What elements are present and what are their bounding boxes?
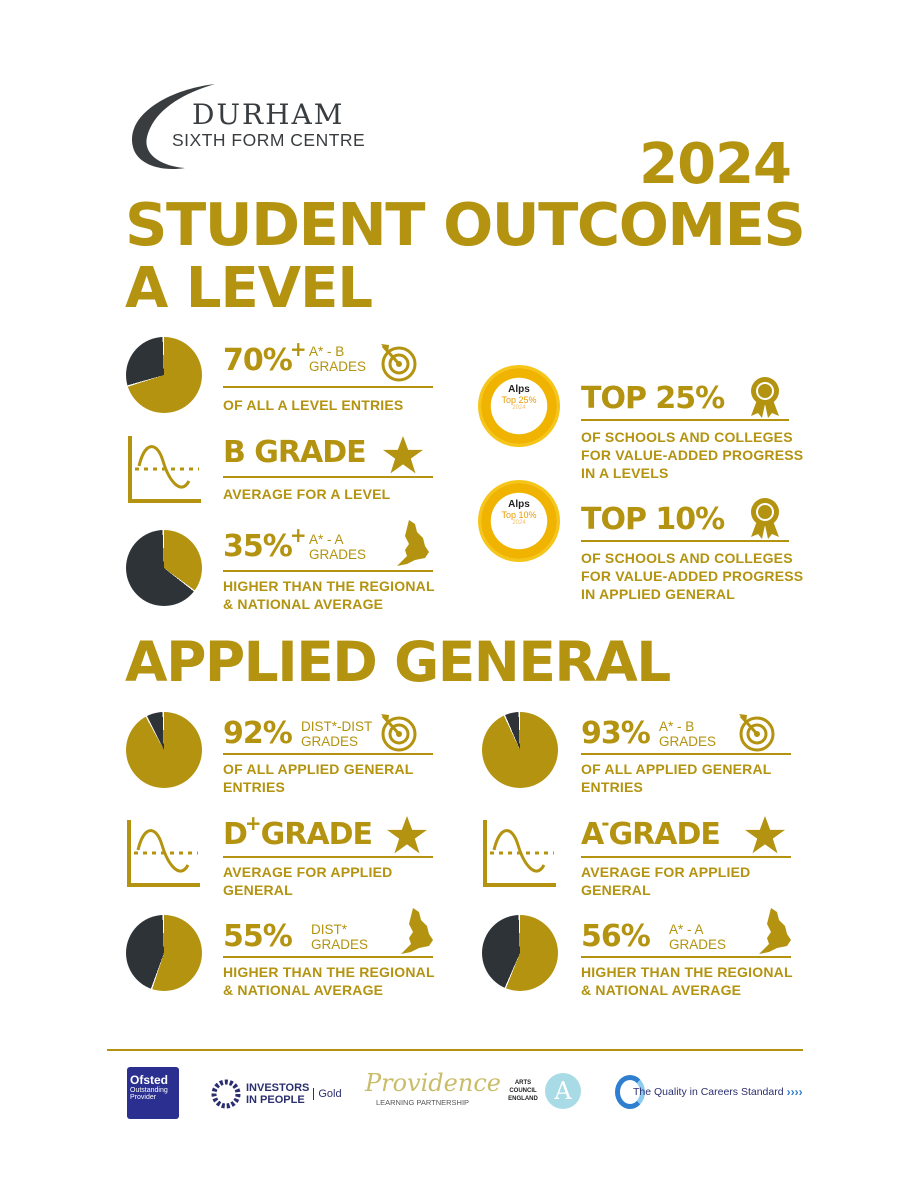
alps-title: TOP 10% — [581, 502, 725, 537]
divider — [581, 956, 791, 958]
alps-stat — [581, 381, 804, 481]
stat-value: 70% — [223, 343, 292, 378]
stat-value: 56% — [581, 919, 650, 954]
page-title: STUDENT OUTCOMES — [125, 190, 805, 259]
divider — [223, 956, 433, 958]
england-map-icon — [399, 908, 433, 954]
divider — [223, 856, 433, 858]
providence-sub: LEARNING PARTNERSHIP — [375, 1098, 470, 1107]
stat-70 — [223, 337, 433, 413]
brand-line2: SIXTH FORM CENTRE — [172, 130, 366, 150]
sub-line2: ENTRIES — [581, 779, 644, 795]
sub-line1: AVERAGE FOR APPLIED — [223, 864, 393, 880]
stat-value: 93% — [581, 716, 650, 751]
arts-text: ARTS COUNCIL ENGLAND — [508, 1080, 538, 1102]
stat-sub — [223, 577, 435, 613]
divider — [581, 540, 789, 542]
stat-label2: GRADES — [301, 734, 359, 749]
stat-block — [581, 811, 791, 898]
brand-line1: DURHAM — [192, 98, 345, 131]
alps-badge — [481, 368, 557, 444]
sub-line1: OF ALL APPLIED GENERAL — [581, 761, 772, 777]
sub-line1: AVERAGE FOR APPLIED — [581, 864, 751, 880]
qics-text: The Quality in Careers Standard — [633, 1086, 784, 1098]
sub-line1: HIGHER THAN THE REGIONAL — [581, 964, 793, 980]
grade-modifier: + — [244, 811, 261, 835]
providence-name: Providence — [365, 1069, 501, 1097]
award-rosette-icon — [749, 376, 781, 418]
sub-line2: & NATIONAL AVERAGE — [223, 982, 384, 998]
stat-sub — [581, 863, 750, 899]
pie-70 — [126, 337, 202, 413]
stat-sub — [223, 760, 414, 796]
divider — [223, 753, 433, 755]
section-a-level: A LEVEL — [125, 256, 373, 321]
sub-line2: GENERAL — [223, 882, 293, 898]
stat-value: 92% — [223, 716, 292, 751]
trend-chart-icon — [482, 820, 558, 888]
england-map-icon — [395, 520, 429, 566]
grade-letter: A — [581, 817, 604, 852]
stat-label2: GRADES — [311, 937, 369, 952]
stat-value: 55% — [223, 919, 292, 954]
stat-block — [223, 919, 435, 998]
stat-block — [581, 716, 791, 795]
alps-title: TOP 25% — [581, 381, 725, 416]
sub-line1: HIGHER THAN THE REGIONAL — [223, 578, 435, 594]
stat-label2: GRADES — [659, 734, 717, 749]
sub-line3: IN A LEVELS — [581, 465, 669, 481]
trend-chart-icon — [127, 436, 203, 504]
stat-value: 35% — [223, 529, 292, 564]
sub-line1: HIGHER THAN THE REGIONAL — [223, 964, 435, 980]
stat-sub — [223, 963, 435, 999]
laurel-icon — [210, 1078, 242, 1110]
divider — [581, 419, 789, 421]
england-map-icon — [757, 908, 791, 954]
iip-l1: INVESTORS — [246, 1082, 310, 1094]
alps-sub — [581, 428, 803, 482]
footer-divider — [107, 1049, 803, 1051]
iip-l2: IN PEOPLE — [246, 1094, 305, 1106]
pie-chart — [482, 712, 558, 788]
divider — [581, 753, 791, 755]
stat-sub: AVERAGE FOR A LEVEL — [223, 486, 391, 502]
divider — [223, 476, 433, 478]
alps-badge-year: 2024 — [512, 520, 526, 526]
sub-line3: IN APPLIED GENERAL — [581, 586, 735, 602]
sub-line2: GENERAL — [581, 882, 651, 898]
stat-label1: A* - A — [669, 922, 704, 937]
divider — [223, 386, 433, 388]
sub-line2: ENTRIES — [223, 779, 286, 795]
arts-council-logo — [505, 1073, 581, 1109]
ofsted-l2: Provider — [130, 1094, 157, 1101]
sub-line2: & NATIONAL AVERAGE — [581, 982, 742, 998]
arts-mark: A — [545, 1073, 581, 1109]
target-icon — [379, 711, 417, 753]
stat-block — [223, 716, 433, 795]
iip-level: Gold — [313, 1088, 341, 1100]
grade-word: GRADE — [260, 817, 373, 852]
plus-sup: + — [289, 523, 306, 547]
star-icon — [381, 436, 425, 476]
logo — [125, 82, 375, 172]
stat-sub — [581, 760, 772, 796]
sub-line1: OF ALL APPLIED GENERAL — [223, 761, 414, 777]
stat-label1: A* - A — [309, 532, 344, 547]
stat-label2: GRADES — [309, 359, 367, 374]
pie-35 — [126, 530, 202, 606]
award-rosette-icon — [749, 497, 781, 539]
stat-value: B GRADE — [223, 435, 366, 470]
pie-chart — [482, 915, 558, 991]
sub-line2: FOR VALUE-ADDED PROGRESS — [581, 568, 804, 584]
target-icon — [737, 711, 775, 753]
alps-sub — [581, 549, 803, 603]
star-icon — [743, 816, 787, 856]
alps-badge-text: Top 25% — [501, 395, 537, 405]
stat-b-grade — [223, 435, 433, 502]
divider — [581, 856, 791, 858]
stat-label1: A* - B — [659, 719, 695, 734]
stat-label1: DIST* — [311, 922, 348, 937]
stat-label1: DIST*-DIST — [301, 719, 373, 734]
section-applied-general: APPLIED GENERAL — [125, 630, 670, 694]
stat-35 — [223, 523, 435, 612]
ofsted-name: Ofsted — [130, 1073, 169, 1087]
alps-brand: Alps — [508, 384, 530, 395]
target-icon — [379, 342, 417, 382]
ofsted-logo — [127, 1067, 179, 1119]
sub-line2: & NATIONAL AVERAGE — [223, 596, 384, 612]
sub-line1: OF SCHOOLS AND COLLEGES — [581, 429, 793, 445]
alps-badge-text: Top 10% — [501, 510, 537, 520]
investors-in-people-logo — [210, 1077, 342, 1111]
stat-label2: GRADES — [669, 937, 727, 952]
stat-label2: GRADES — [309, 547, 367, 562]
stat-block — [223, 811, 433, 898]
star-icon — [385, 816, 429, 856]
alps-brand: Alps — [508, 499, 530, 510]
stat-label1: A* - B — [309, 344, 345, 359]
divider — [223, 570, 433, 572]
alps-badge — [481, 483, 557, 559]
plus-sup: + — [289, 337, 306, 361]
sub-line2: FOR VALUE-ADDED PROGRESS — [581, 447, 804, 463]
stat-block — [581, 919, 793, 998]
grade-word: GRADE — [608, 817, 720, 852]
year: 2024 — [639, 132, 791, 197]
alps-stat — [581, 502, 804, 602]
stat-sub: OF ALL A LEVEL ENTRIES — [223, 397, 404, 413]
alps-badge-year: 2024 — [512, 405, 526, 411]
ofsted-l1: Outstanding — [130, 1087, 168, 1094]
qics-arrows: ›››› — [786, 1085, 803, 1099]
stat-sub — [581, 963, 793, 999]
pie-chart — [126, 915, 202, 991]
trend-chart-icon — [126, 820, 202, 888]
providence-logo — [365, 1068, 501, 1107]
sub-line1: OF SCHOOLS AND COLLEGES — [581, 550, 793, 566]
quality-in-careers-logo — [615, 1075, 803, 1109]
stat-sub — [223, 863, 392, 899]
pie-chart — [126, 712, 202, 788]
grade-modifier: - — [601, 811, 609, 835]
grade-letter: D — [223, 817, 247, 852]
